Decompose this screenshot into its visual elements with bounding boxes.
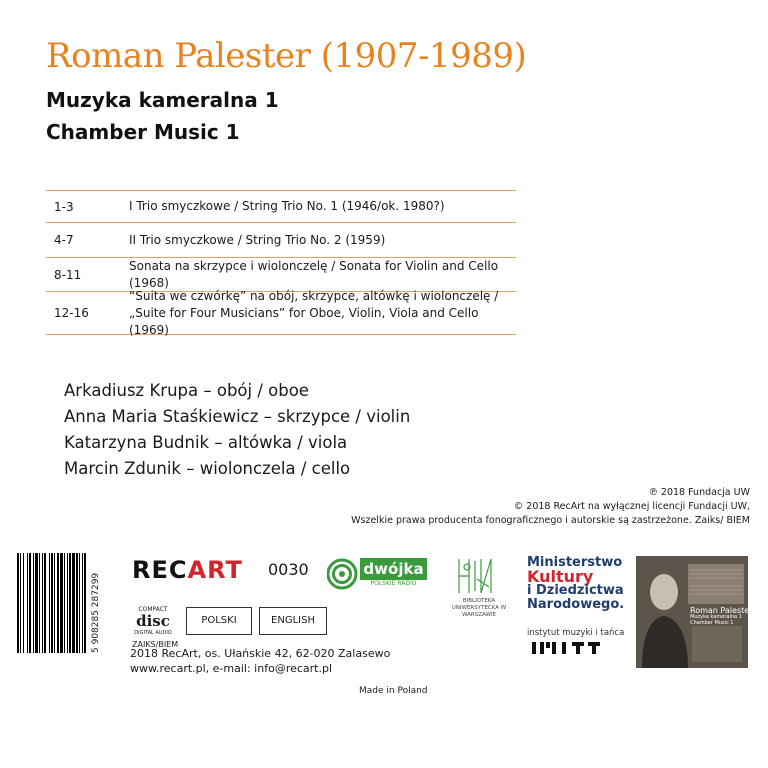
cover-composer-name: Roman Palester [690, 606, 753, 615]
ministry-line: Narodowego. [527, 597, 625, 612]
barcode-bar [60, 553, 63, 653]
album-title: Roman Palester (1907-1989) [46, 36, 527, 76]
dwojka-subtitle: POLSKIE RADIO [370, 580, 417, 587]
performer: Marcin Zdunik – wiolonczela / cello [64, 459, 351, 478]
ministry-of-culture-logo [527, 556, 624, 612]
university-library-name: BIBLIOTEKA UNIWERSYTECKA W WARSZAWIE [451, 598, 507, 618]
cd-logo-bottom: DIGITAL AUDIO [134, 630, 172, 636]
barcode-bar [39, 553, 40, 653]
recart-logo [132, 556, 243, 584]
barcode-bar [42, 553, 43, 653]
imit-institute-name: instytut muzyki i tańca [527, 628, 625, 638]
barcode-bar [84, 553, 86, 653]
publisher-address [130, 646, 390, 676]
barcode-bar [27, 553, 28, 653]
barcode-bar [29, 553, 31, 653]
track-title: I Trio smyczkowe / String Trio No. 1 (1946/ok. 1980?) [129, 199, 445, 213]
address-line: 2018 RecArt, os. Ułańskie 42, 62-020 Zalasewo [130, 647, 391, 660]
cd-logo-top: COMPACT [138, 606, 168, 613]
copyright-line: ℗ 2018 Fundacja UW [648, 487, 750, 498]
barcode-bar [57, 553, 59, 653]
cd-logo-disc: disc [136, 612, 170, 630]
barcode-bar [64, 553, 65, 653]
barcode-bar [79, 553, 80, 653]
barcode-bar [82, 553, 83, 653]
performer: Anna Maria Staśkiewicz – skrzypce / violin [64, 407, 411, 426]
zaiks-biem-label: ZAIKS/BIEM [132, 640, 179, 649]
compact-disc-logo [132, 605, 179, 649]
logo-text-art: ART [187, 556, 243, 584]
track-title-line: „Suite for Four Musicians” for Oboe, Violin, Viola and Cello (1969) [129, 305, 479, 337]
ministry-line: i Dziedzictwa [527, 583, 624, 598]
subtitle-polish: Muzyka kameralna 1 [46, 88, 279, 112]
made-in-label: Made in Poland [359, 686, 428, 696]
barcode-number: 5 908285 287299 [91, 572, 101, 653]
barcode-bar [23, 553, 24, 653]
track-number: 12-16 [54, 306, 89, 320]
ministry-line-culture: Kultury [527, 567, 594, 586]
barcode-bar [49, 553, 50, 653]
ministry-line: Ministerstwo [527, 555, 623, 570]
barcode-bar [44, 553, 46, 653]
track-number: 4-7 [54, 233, 74, 247]
imit-logo-icon [532, 642, 602, 654]
track-number: 1-3 [54, 199, 74, 214]
track-number: 8-11 [54, 267, 82, 282]
track-title: Sonata na skrzypce i wiolonczelę / Sonata for Violin and Cello (1968) [129, 258, 499, 290]
dwojka-name: dwójka [360, 558, 427, 580]
performer-list [64, 378, 410, 482]
contact-line: www.recart.pl, e-mail: info@recart.pl [130, 662, 333, 675]
performer: Katarzyna Budnik – altówka / viola [64, 433, 348, 452]
cover-subtitle: Muzyka kameralna 1 Chamber Music 1 [690, 614, 742, 626]
performer: Arkadiusz Krupa – obój / oboe [64, 381, 309, 400]
track-title [129, 288, 516, 339]
logo-text-rec: REC [132, 556, 188, 584]
track-title-line: “Suita we czwórkę” na obój, skrzypce, altówkę i wiolonczelę / [129, 288, 499, 303]
barcode-bar [35, 553, 38, 653]
barcode-bar [69, 553, 71, 653]
language-polski: POLSKI [186, 607, 252, 635]
barcode-bar [33, 553, 34, 653]
barcode-bar [76, 553, 78, 653]
barcode [16, 553, 90, 653]
track-row [46, 288, 516, 337]
barcode-bar [17, 553, 19, 653]
copyright-notice [351, 486, 750, 528]
barcode-bar [54, 553, 55, 653]
copyright-line: Wszelkie prawa producenta fonograficznego i autorskie są zastrzeżone. Zaiks/ BIEM [351, 515, 750, 526]
barcode-bar [67, 553, 68, 653]
track-row [46, 191, 516, 223]
copyright-line: © 2018 RecArt na wyłącznej licencji Fundacji UW, [513, 501, 750, 512]
subtitle-english: Chamber Music 1 [46, 120, 240, 144]
catalog-number: 0030 [268, 560, 309, 579]
university-library-logo-icon [455, 557, 495, 595]
barcode-bar [51, 553, 53, 653]
barcode-bar [72, 553, 75, 653]
barcode-bar [20, 553, 21, 653]
language-english: ENGLISH [259, 607, 327, 635]
track-title: II Trio smyczkowe / String Trio No. 2 (1959) [129, 232, 386, 247]
track-list [46, 190, 516, 335]
track-row [46, 223, 516, 258]
